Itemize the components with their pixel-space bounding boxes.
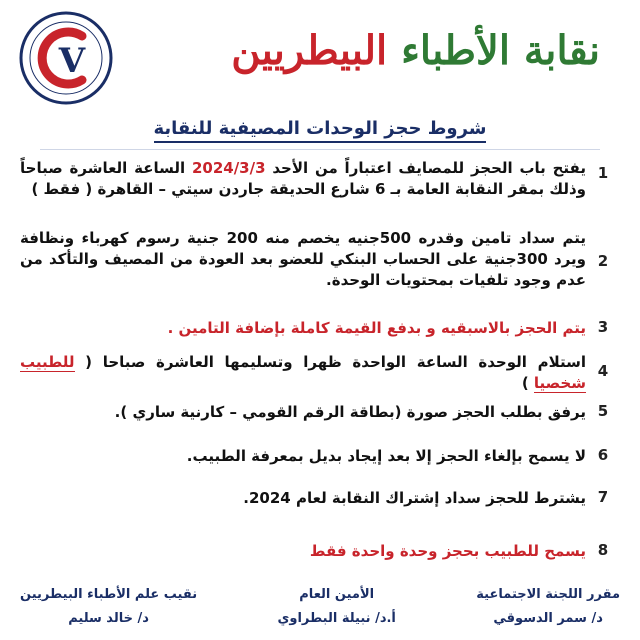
signature-role: الأمين العام	[299, 587, 375, 602]
item-number: 7	[597, 488, 609, 506]
list-item-2	[20, 228, 620, 291]
list-item-1	[20, 158, 620, 200]
list-item-8	[20, 541, 620, 562]
list-item-3	[20, 318, 620, 339]
item-number: 3	[597, 318, 609, 336]
page-title-text: شروط حجز الوحدات المصيفية للنقابة	[154, 118, 487, 143]
title-divider	[40, 149, 600, 150]
banner-main: نقابة الأطباء	[401, 27, 600, 74]
signature-role: نقيب علم الأطباء البيطريين	[20, 587, 198, 602]
syndicate-logo	[18, 10, 114, 106]
item-number: 5	[597, 402, 609, 420]
item-4-highlight: للطبيب شخصيا	[20, 353, 586, 392]
item-number: 4	[597, 362, 609, 380]
item-4-text-before: استلام الوحدة الساعة الواحدة ظهرا وتسليمها العاشرة صباحا (	[74, 353, 586, 371]
signature-social-committee	[476, 583, 620, 631]
item-number: 2	[597, 252, 609, 270]
logo-letter: V	[58, 41, 86, 81]
list-item-7	[20, 488, 620, 509]
item-4-text-after: )	[521, 374, 534, 392]
syndicate-banner	[231, 8, 600, 94]
list-item-6	[20, 446, 620, 467]
item-text: يشترط للحجز سداد إشتراك النقابة لعام 2024.	[243, 489, 586, 507]
item-text: يتم سداد تامين وقدره 500جنيه يخصم منه 200 جنية رسوم كهرباء ونظافة ويرد 300جنية على الحساب البنكي للعضو بعد العودة من المصيف والتأكد من عدم وجود تلفيات بمحتويات الوحدة.	[20, 229, 587, 289]
list-item-5	[20, 402, 620, 423]
signature-name: أ.د/ نبيلة البطراوي	[277, 611, 396, 626]
item-text: يرفق بطلب الحجز صورة (بطاقة الرقم القومي – كارنية ساري ).	[114, 403, 586, 421]
item-number: 1	[597, 164, 609, 182]
list-item-4	[20, 352, 620, 394]
signature-head-of-syndicate	[20, 583, 197, 631]
signature-name: د/ سمر الدسوقي	[493, 611, 603, 626]
item-1-text-after: الساعة العاشرة صباحاً وذلك بمقر النقابة العامة بـ 6 شارع الحديقة جاردن سيتي – القاهرة ( فقط )	[20, 159, 586, 198]
item-number: 8	[597, 541, 609, 559]
signature-secretary-general	[277, 583, 395, 631]
banner-accent: البيطريين	[231, 27, 388, 74]
item-text	[20, 352, 586, 394]
signature-name: د/ خالد سليم	[68, 611, 149, 626]
item-text: يسمح للطبيب بحجز وحدة واحدة فقط	[309, 542, 586, 560]
item-text: لا يسمح بإلغاء الحجز إلا بعد إيجاد بديل بمعرفة الطبيب.	[186, 447, 586, 465]
signature-role: مقرر اللجنة الاجتماعية	[476, 587, 620, 602]
item-1-text-before: يفتح باب الحجز للمصايف اعتباراً من الأحد	[265, 159, 586, 177]
page-title	[0, 118, 640, 139]
item-text	[20, 158, 586, 200]
item-text: يتم الحجز بالاسبقيه و بدفع القيمة كاملة بإضافة التامين .	[167, 319, 586, 337]
signature-block	[20, 583, 620, 631]
item-1-date: 2024/3/3	[191, 159, 266, 177]
item-number: 6	[597, 446, 609, 464]
